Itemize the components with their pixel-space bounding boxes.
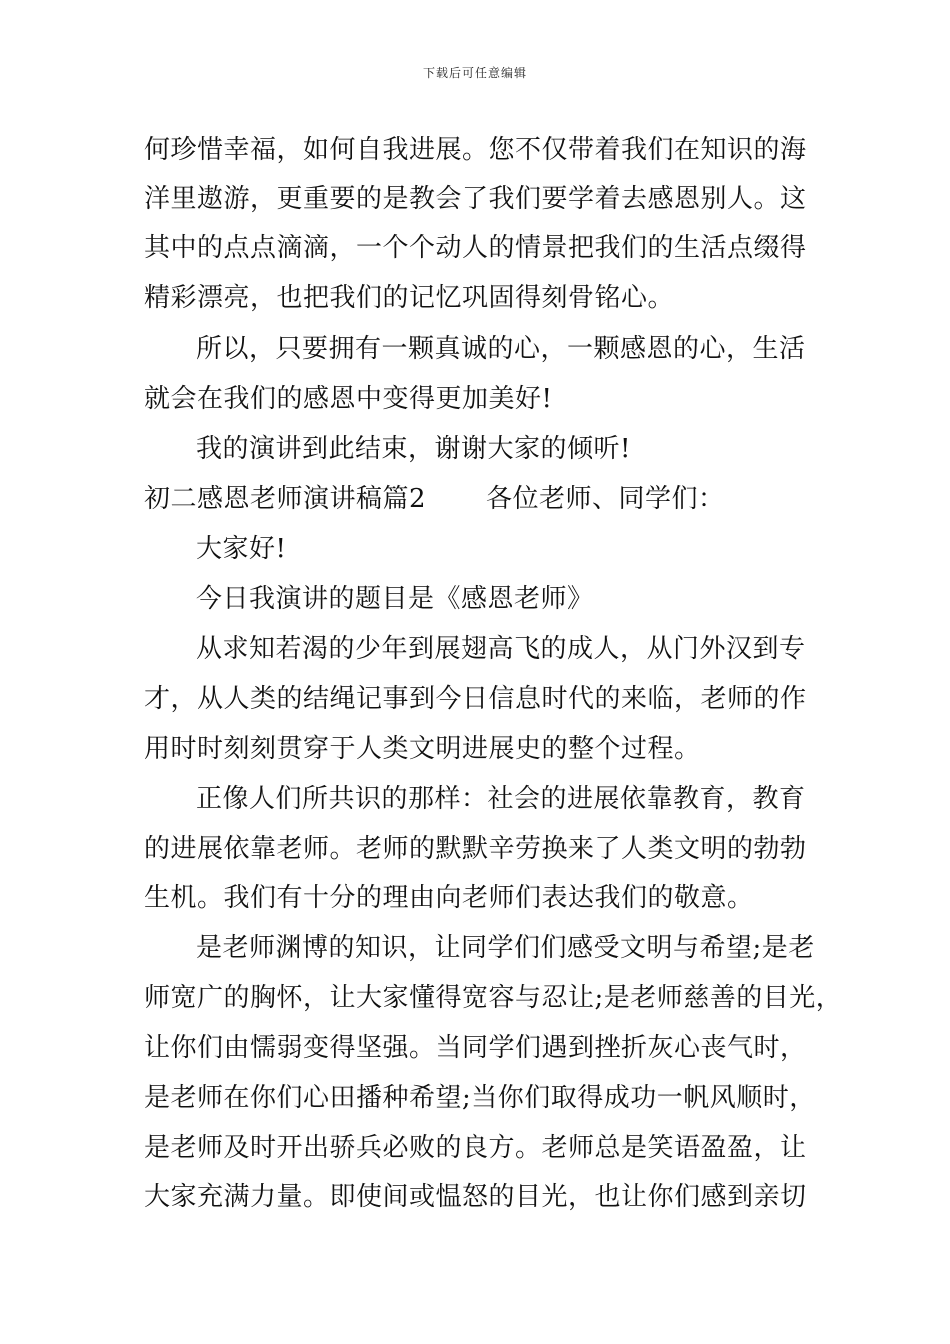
body-line: 何珍惜幸福，如何自我进展。您不仅带着我们在知识的海 [144,135,807,165]
body-line: 就会在我们的感恩中变得更加美好! [144,384,553,414]
body-line: 是老师渊博的知识，让同学们们感受文明与希望;是老 [196,933,815,963]
body-line: 的进展依靠老师。老师的默默辛劳换来了人类文明的勃勃 [144,834,807,864]
body-line: 正像人们所共识的那样：社会的进展依靠教育，教育 [196,784,806,814]
body-line: 从求知若渴的少年到展翅高飞的成人，从门外汉到专 [196,634,806,664]
body-line: 洋里遨游，更重要的是教会了我们要学着去感恩别人。这 [144,184,807,214]
body-line: 所以，只要拥有一颗真诚的心，一颗感恩的心，生活 [196,334,806,364]
body-line: 让你们由懦弱变得坚强。当同学们遇到挫折灰心丧气时， [144,1033,807,1063]
page-header: 下载后可任意编辑 [422,66,527,80]
section-title: 初二感恩老师演讲稿篇2 [144,484,427,514]
body-line: 生机。我们有十分的理由向老师们表达我们的敬意。 [144,883,754,913]
body-line: 我的演讲到此结束，谢谢大家的倾听! [196,434,631,464]
body-line: 师宽广的胸怀，让大家懂得宽容与忍让;是老师慈善的目光， [144,983,843,1013]
speech-topic: 今日我演讲的题目是《感恩老师》 [196,584,594,614]
body-line: 其中的点点滴滴，一个个动人的情景把我们的生活点缀得 [144,233,807,263]
greeting: 大家好! [196,534,287,564]
body-line: 是老师在你们心田播种希望;当你们取得成功一帆风顺时， [144,1083,816,1113]
body-line: 用时时刻刻贯穿于人类文明进展史的整个过程。 [144,734,701,764]
body-line: 大家充满力量。即使间或愠怒的目光，也让你们感到亲切 [144,1182,807,1212]
body-line: 精彩漂亮，也把我们的记忆巩固得刻骨铭心。 [144,283,675,313]
salutation: 各位老师、同学们： [486,484,725,514]
body-line: 才，从人类的结绳记事到今日信息时代的来临，老师的作 [144,684,807,714]
section-title-line [144,482,725,516]
body-line: 是老师及时开出骄兵必败的良方。老师总是笑语盈盈，让 [144,1133,807,1163]
